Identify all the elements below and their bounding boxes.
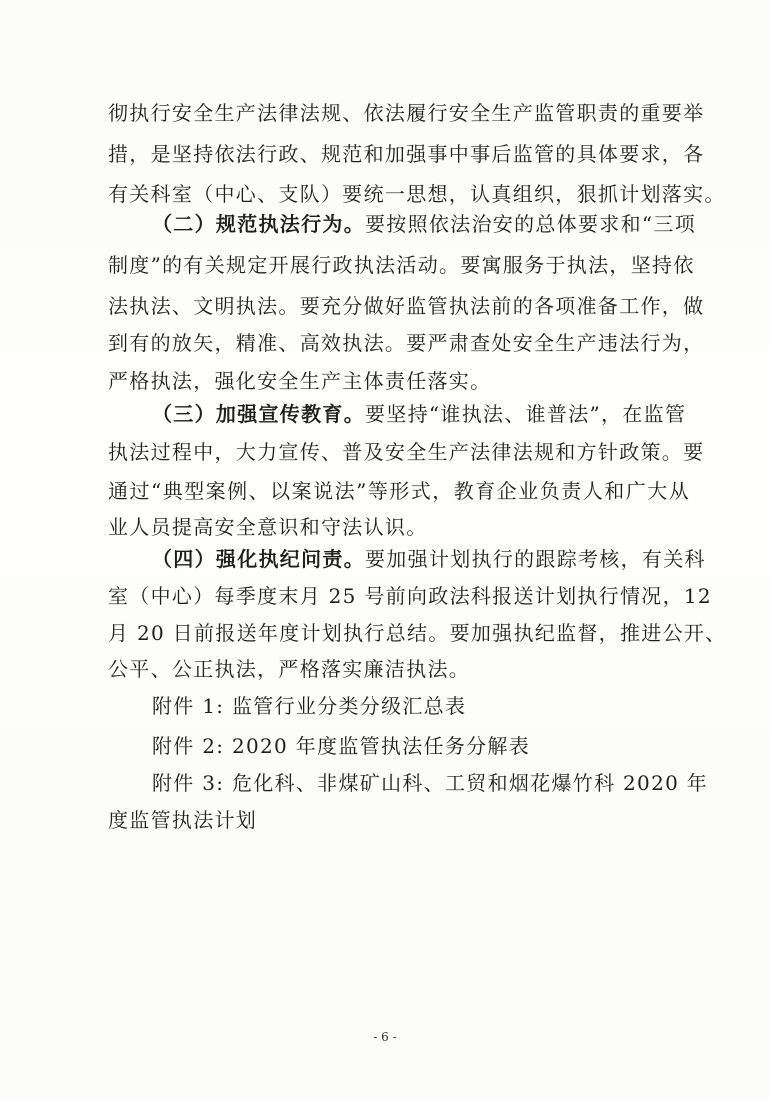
section-3-first-line: （三）加强宣传教育。要坚持“谁执法、谁普法”，在监管 xyxy=(152,402,687,426)
body-text-line: 制度”的有关规定开展行政执法活动。要寓服务于执法，坚持依 xyxy=(108,253,695,277)
attachment-1: 附件 1: 监管行业分类分级汇总表 xyxy=(152,694,467,718)
body-text-line: 严格执法，强化安全生产主体责任落实。 xyxy=(108,369,492,393)
body-text-line: 法执法、文明执法。要充分做好监管执法前的各项准备工作，做 xyxy=(108,294,705,318)
body-text-line: 彻执行安全生产法律法规、依法履行安全生产监管职责的重要举 xyxy=(108,101,705,125)
body-text-line: 室（中心）每季度末月 25 号前向政法科报送计划执行情况，12 xyxy=(108,584,712,608)
body-text-line: 公平、公正执法，严格落实廉洁执法。 xyxy=(108,657,471,681)
section-3-heading: （三）加强宣传教育。 xyxy=(152,402,365,426)
body-text-line: 月 20 日前报送年度计划执行总结。要加强执纪监督，推进公开、 xyxy=(108,621,727,645)
attachment-3-line-1: 附件 3: 危化科、非煤矿山科、工贸和烟花爆竹科 2020 年 xyxy=(152,771,709,795)
body-text-line: 业人员提高安全意识和守法认识。 xyxy=(108,515,428,539)
attachment-3-line-2: 度监管执法计划 xyxy=(108,808,258,832)
body-text-line: 通过“典型案例、以案说法”等形式，教育企业负责人和广大从 xyxy=(108,479,690,503)
section-4-heading: （四）强化执纪问责。 xyxy=(152,547,365,571)
body-text-line: 有关科室（中心、支队）要统一思想，认真组织，狠抓计划落实。 xyxy=(108,182,726,206)
body-text-line: 到有的放矢，精准、高效执法。要严肃查处安全生产违法行为， xyxy=(108,331,705,355)
body-text-line: 措，是坚持依法行政、规范和加强事中事后监管的具体要求，各 xyxy=(108,142,705,166)
page-number: - 6 - xyxy=(373,1030,397,1044)
section-2-heading: （二）规范执法行为。 xyxy=(152,212,365,236)
body-text-line: 执法过程中，大力宣传、普及安全生产法律法规和方针政策。要 xyxy=(108,440,705,464)
section-2-first-line: （二）规范执法行为。要按照依法治安的总体要求和“三项 xyxy=(152,212,697,236)
attachment-2: 附件 2: 2020 年度监管执法任务分解表 xyxy=(152,734,531,758)
section-4-first-line: （四）强化执纪问责。要加强计划执行的跟踪考核，有关科 xyxy=(152,547,706,571)
